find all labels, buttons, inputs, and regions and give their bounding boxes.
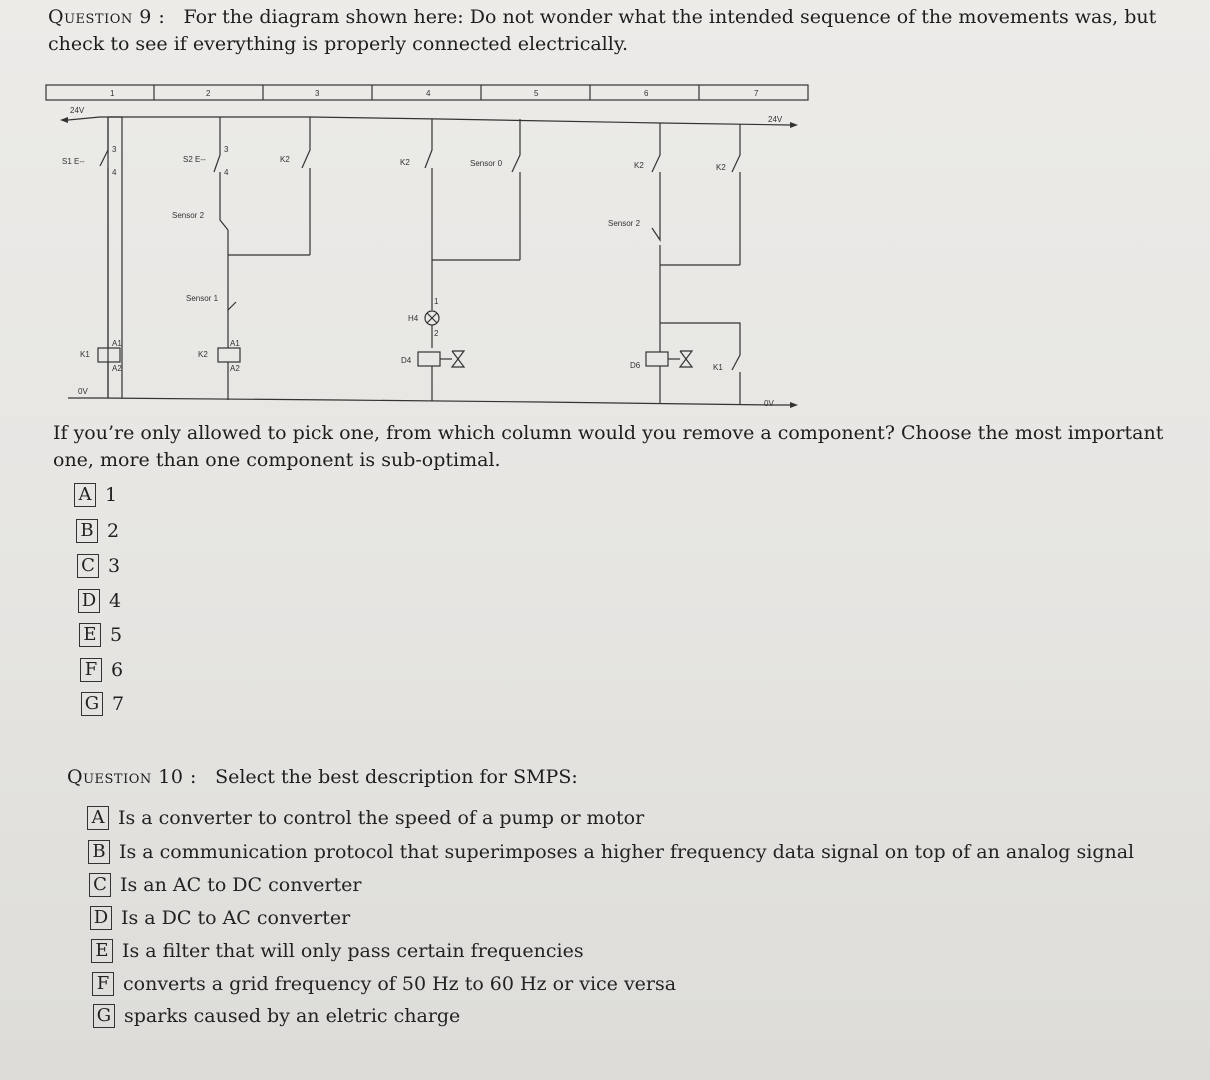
q10-option-g-letter[interactable]: G [93,1004,115,1028]
rail-top-label-right: 24V [768,115,783,124]
question-9-label: Question 9 : [48,6,166,28]
q10-option-b[interactable] [88,839,1134,865]
rail-bottom-label-left: 0V [78,387,88,396]
col-label-1: 1 [110,89,115,98]
q9-option-d-text: 4 [109,590,122,612]
s1-contact-4: 4 [112,168,117,177]
col-label-6: 6 [644,89,649,98]
question-9-text-line1: For the diagram shown here: Do not wonder what the intended sequence of the movements was, but [183,6,1157,28]
question-9-header [48,4,1183,58]
question-9-subquestion: If you’re only allowed to pick one, from which column would you remove a component? Choose the most important one, more than one component is sub-optimal. [53,422,1164,471]
question-10-header [67,764,967,791]
question-9-text-line2: check to see if everything is properly connected electrically. [48,33,629,55]
k2-label-col7: K2 [716,163,726,172]
k2-label-col3: K2 [280,155,290,164]
question-10-text: Select the best description for SMPS: [215,766,578,788]
col-label-4: 4 [426,89,431,98]
col-label-7: 7 [754,89,759,98]
col-label-5: 5 [534,89,539,98]
q10-option-f[interactable] [92,971,676,997]
sensor2-label-col2: Sensor 2 [172,211,205,220]
bottom-rail [68,398,790,405]
rail-bottom-label-right: 0V [764,399,774,408]
q9-option-b-text: 2 [107,520,120,542]
h4-pin-1: 1 [434,297,439,306]
k2-a1: A1 [230,339,240,348]
q9-option-d-letter[interactable]: D [78,589,100,613]
q9-option-c-text: 3 [108,555,121,577]
s2-label: S2 E-- [183,155,206,164]
k2-a2: A2 [230,364,240,373]
q9-option-f-letter[interactable]: F [80,658,102,682]
q10-option-e-text: Is a filter that will only pass certain frequencies [122,940,584,962]
top-rail [68,117,790,125]
sensor1-label: Sensor 1 [186,294,219,303]
q10-option-c-letter[interactable]: C [89,873,111,897]
q10-option-a-letter[interactable]: A [87,806,109,830]
sensor0-label: Sensor 0 [470,159,503,168]
q9-option-b[interactable] [76,518,119,544]
col-label-2: 2 [206,89,211,98]
k1-contact-label: K1 [713,363,723,372]
sensor2-label-col6: Sensor 2 [608,219,641,228]
q10-option-d-text: Is a DC to AC converter [121,907,351,929]
s1-contact-3: 3 [112,145,117,154]
q10-option-e[interactable] [91,938,584,964]
q9-option-b-letter[interactable]: B [76,519,98,543]
q9-option-g-text: 7 [112,693,125,715]
q10-option-c-text: Is an AC to DC converter [120,874,362,896]
q10-option-g[interactable] [93,1003,460,1029]
q10-option-d[interactable] [90,905,350,931]
q10-option-a[interactable] [87,805,644,831]
q10-option-g-text: sparks caused by an eletric charge [124,1005,461,1027]
q9-option-g-letter[interactable]: G [81,692,103,716]
q9-option-a-letter[interactable]: A [74,483,96,507]
q9-option-e-text: 5 [110,624,123,646]
q9-option-d[interactable] [78,588,121,614]
k2-coil-label: K2 [198,350,208,359]
q9-option-f-text: 6 [111,659,124,681]
s2-contact-3: 3 [224,145,229,154]
q10-option-d-letter[interactable]: D [90,906,112,930]
q10-option-e-letter[interactable]: E [91,939,113,963]
d4-label: D4 [401,356,412,365]
q10-option-b-text: Is a communication protocol that superimposes a higher frequency data signal on top of an analog signal [119,841,1135,863]
q10-option-a-text: Is a converter to control the speed of a pump or motor [118,807,645,829]
q10-option-c[interactable] [89,872,361,898]
k2-label-col6: K2 [634,161,644,170]
k1-coil-label: K1 [80,350,90,359]
q9-option-a-text: 1 [105,484,118,506]
q9-option-g[interactable] [81,691,124,717]
ladder-diagram [40,80,820,415]
q9-option-a[interactable] [74,482,117,508]
q9-option-c-letter[interactable]: C [77,554,99,578]
question-10-label: Question 10 : [67,766,197,788]
q9-option-f[interactable] [80,657,123,683]
q9-option-e[interactable] [79,622,122,648]
q9-option-c[interactable] [77,553,120,579]
q9-option-e-letter[interactable]: E [79,623,101,647]
k1-a2: A2 [112,364,122,373]
h4-pin-2: 2 [434,329,439,338]
q10-option-f-letter[interactable]: F [92,972,114,996]
s1-label: S1 E-- [62,157,85,166]
col-label-3: 3 [315,89,320,98]
q10-option-f-text: converts a grid frequency of 50 Hz to 60 Hz or vice versa [123,973,677,995]
h4-label: H4 [408,314,419,323]
d6-label: D6 [630,361,641,370]
k2-label-col4: K2 [400,158,410,167]
rail-top-label-left: 24V [70,106,85,115]
q10-option-b-letter[interactable]: B [88,840,110,864]
s2-contact-4: 4 [224,168,229,177]
k1-a1: A1 [112,339,122,348]
